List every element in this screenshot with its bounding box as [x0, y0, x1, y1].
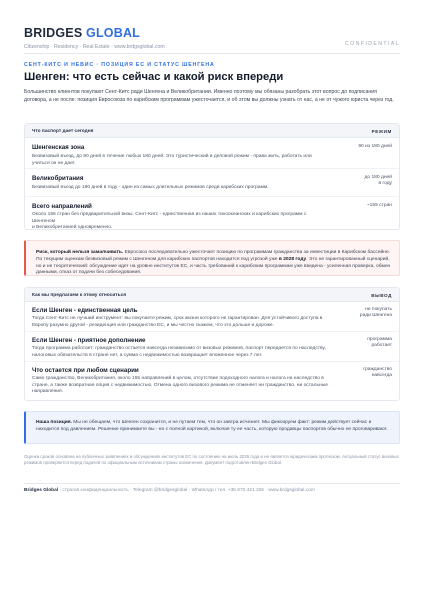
row-description-line: и Великобританией одновременно. — [32, 225, 113, 231]
footnote: Оценка сроков основана на публичных заявлениях и обсуждениях институтов ЕС по состоянию на июль 2026 года и не является юридическим прогнозом. Актуальный статус визовых режимов проверяется перед подачей по официальным источникам страны назначения. Документ подготовлен Bridges Global. — [24, 454, 399, 465]
row-description-line: налоговых обязательств в стране нет, а сумма с недвижимостью возвращает вложенное через 7 лет. — [32, 352, 263, 358]
attitude-table — [24, 287, 400, 401]
header-divider — [24, 53, 400, 54]
table-row — [25, 169, 399, 197]
section-kicker: СЕНТ-КИТС И НЕВИС · ПОЗИЦИЯ ЕС И СТАТУС ШЕНГЕНА — [24, 62, 215, 68]
intro-paragraph: Большинство клиентов покупают Сент-Китс ради Шенгена и Великобритании. Именно поэтому мы обязаны разобрать этот вопрос до подписания договора, а не после: позиция Евросоюза по карибским программам ужесточается, и об этом вы должны узнать от нас, а не от чужого юриста через год. — [24, 89, 394, 103]
row-title: Шенгенская зона — [32, 144, 85, 151]
page-title: Шенген: что есть сейчас и какой риск впереди — [24, 71, 284, 83]
row-value: ~155 стран — [366, 203, 392, 208]
row-value-line: работает — [371, 343, 392, 348]
document-footer — [24, 488, 400, 493]
attitude-table-header-value: ВЫВОД — [371, 292, 392, 298]
row-value-line: в году — [378, 181, 392, 186]
passport-table — [24, 123, 400, 230]
confidential-label: CONFIDENTIAL — [345, 41, 400, 47]
row-value-line: программа — [367, 337, 392, 342]
footer-divider — [24, 483, 400, 484]
table-row — [25, 197, 399, 229]
risk-alert-lead: Риск, который нельзя замалчивать. — [36, 250, 124, 255]
row-title: Что остается при любом сценарии — [32, 367, 139, 374]
passport-table-header-label: Что паспорт дает сегодня — [32, 128, 94, 134]
brand-accent: GLOBAL — [86, 26, 141, 40]
risk-alert-text-b: . Это не гарантированный сценарий, но и не теоретический: обсуждение идет на уровне институтов ЕС, и часть требований к карибским программам уже введена - усиленная проверка, обмен данными, отказ от подачи без собеседования. — [36, 256, 391, 276]
position-note-text — [36, 420, 391, 434]
table-row — [25, 332, 399, 362]
row-value-line: гражданство — [363, 367, 392, 372]
row-value-line: не покупать — [365, 307, 392, 312]
position-note-body: Мы не обещаем, что Шенген сохранится, и не путаем тем, что он завтра исчезнет. Мы фиксируем факт: режим действует сейчас и находится под давлением. Решение принимаете вы - но с полной картиной, включая ту ее часть, которую продавцы паспортов обычно не проговаривают. — [36, 420, 388, 432]
brand-logo — [24, 26, 400, 40]
row-value — [360, 307, 392, 319]
risk-alert-text — [36, 250, 391, 277]
row-description-line: Тогда программа работает: гражданство остается навсегда независимо от визовых режимов, паспорт передается по наследству, — [32, 346, 326, 351]
brand-subline: Citizenship · Residency · Real Estate · www.brdgsglobal.com — [24, 44, 165, 50]
row-title: Всего направлений — [32, 203, 92, 210]
row-description: Безвизовый въезд, до 90 дней в течение любых 180 дней. Это туристический и деловой режим - права жить, работать или учиться он не дает. — [32, 154, 312, 166]
table-row — [25, 362, 399, 400]
row-description — [32, 316, 333, 329]
passport-table-header-value: РЕЖИМ — [371, 128, 392, 134]
footer-brand: Bridges Global — [24, 488, 59, 493]
brand-main: BRIDGES — [24, 26, 83, 40]
risk-alert-year: в 2028 году — [278, 256, 307, 262]
row-value — [363, 367, 392, 379]
position-note — [24, 411, 400, 444]
row-value-line: до 180 дней — [364, 175, 392, 180]
row-description-line: Само гражданство, Великобритания, около 155 направлений в целом, отсутствие подоходного налога и налога на наследство в — [32, 376, 324, 381]
row-value-line: ради Шенгена — [359, 313, 392, 318]
row-description — [32, 346, 333, 359]
table-row — [25, 302, 399, 332]
row-description-line: Тогда Сент-Китс не лучший инструмент: вы покупаете режим, срок жизни которого не гарантирован. Для устойчивого доступа в — [32, 316, 323, 321]
row-value-line: навсегда — [371, 373, 392, 378]
row-description — [32, 376, 333, 396]
row-title: Великобритания — [32, 175, 84, 182]
position-note-lead: Наша позиция. — [36, 420, 72, 425]
row-title: Если Шенген - единственная цель — [32, 307, 138, 314]
table-row — [25, 138, 399, 169]
footer-contacts: · строгая конфиденциальность · Telegram @bridgesglobal · WhatsApp / тел. +36 670 421 326 · www.brdgsglobal.com — [58, 488, 315, 493]
row-description-line: направления. — [32, 389, 64, 395]
row-value — [367, 337, 392, 349]
row-title: Если Шенген - приятное дополнение — [32, 337, 146, 344]
row-description: Безвизовый въезд до 180 дней в году - один из самых длительных режимов среди карибских программ. — [32, 185, 269, 190]
attitude-table-header — [25, 288, 399, 302]
row-description-line: стране, а также возвратная опция с недвижимостью. Отмена одного визового режима не отменяет ни гражданство, ни остальные — [32, 382, 328, 388]
row-value — [365, 175, 392, 187]
row-description-line: Около 155 стран без предварительной визы. Сент-Китс - единственная из наших тихоокеанских и карибских программ с Шенгеном — [32, 212, 307, 224]
document-header — [24, 26, 400, 50]
row-value: 90 из 180 дней — [358, 144, 392, 149]
attitude-table-header-label: Как мы предлагаем к этому относиться — [32, 292, 127, 298]
row-description — [32, 212, 319, 232]
risk-alert — [24, 240, 400, 276]
risk-alert-text-a: Евросоюз последовательно ужесточает позицию по программам гражданства за инвестиции в Карибском бассейне. По текущим оценкам безвизовый режим с Шенгеном для карибских паспортов находится под угрозой уже — [36, 250, 391, 262]
passport-table-header — [25, 124, 399, 138]
row-description-line: Европу разумно другой - резиденция или гражданство ЕС, и мы честно скажем, что это дольше и дороже. — [32, 322, 274, 328]
